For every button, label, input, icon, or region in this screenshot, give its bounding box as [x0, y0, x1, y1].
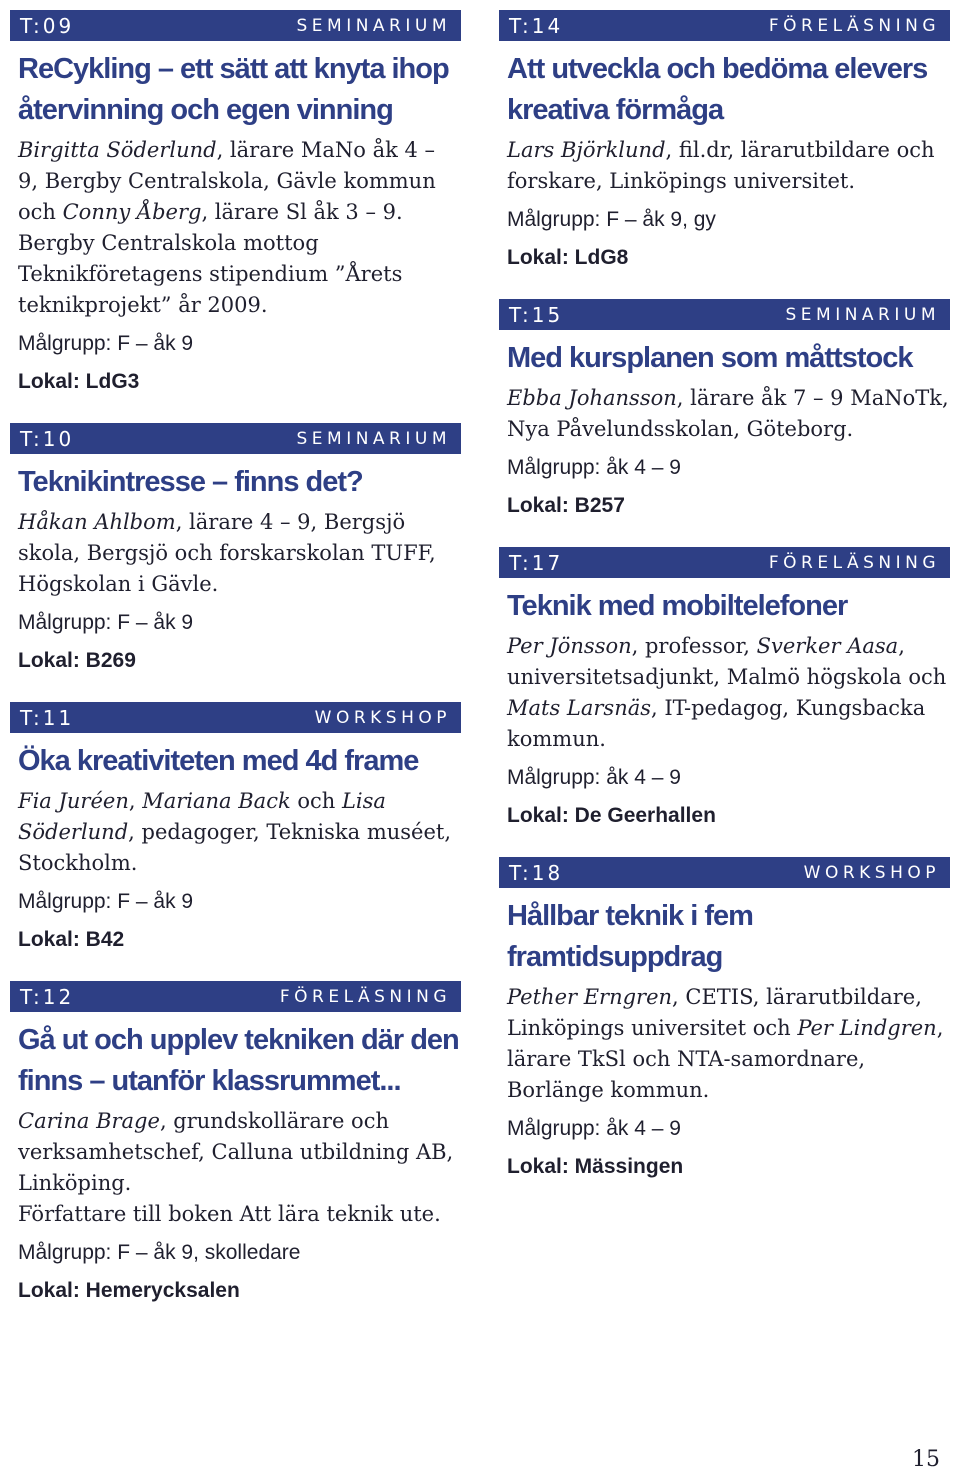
session-title: Att utveckla och bedöma elevers kreativa förmåga: [507, 53, 928, 126]
speaker-info: , lärare TkSl och NTA-samordnare, Borlänge kommun.: [507, 1016, 944, 1102]
session-title: Öka kreativiteten med 4d frame: [18, 745, 419, 777]
speaker-name: Mats Larsnäs: [507, 696, 652, 720]
speaker-info: , lärare åk 7 – 9 MaNoTk, Nya Påvelundsskolan, Göteborg.: [507, 386, 949, 441]
speaker-info: , CETIS, lärarutbildare, Linköpings universitet och: [507, 985, 922, 1040]
speaker-name: Håkan Ahlbom: [18, 510, 176, 534]
session-speakers: [18, 1106, 461, 1230]
speaker-name: Per Jönsson: [507, 634, 632, 658]
session-speakers: [507, 135, 950, 197]
session-title: Med kursplanen som måttstock: [507, 342, 913, 374]
target-group: Målgrupp: åk 4 – 9: [507, 766, 681, 789]
session-type: SEMINARIUM: [785, 304, 940, 325]
session-code: T:09: [20, 13, 75, 38]
session-type: FÖRELÄSNING: [768, 552, 940, 573]
speaker-name: Pether Erngren: [507, 985, 673, 1009]
session-header: [499, 857, 950, 888]
session-type: FÖRELÄSNING: [279, 986, 451, 1007]
speaker-name: Mariana Back: [142, 789, 291, 813]
target-group: Målgrupp: åk 4 – 9: [507, 1117, 681, 1140]
room: Lokal: LdG8: [507, 246, 629, 269]
target-group: Målgrupp: F – åk 9, gy: [507, 208, 716, 231]
speaker-name: Ebba Johansson: [507, 386, 677, 410]
speaker-info: , pedagoger, Tekniska muséet, Stockholm.: [18, 820, 452, 875]
room: Lokal: B42: [18, 928, 125, 951]
speaker-info: , fil.dr, lärarutbildare och forskare, Linköpings universitet.: [507, 138, 935, 193]
session-type: WORKSHOP: [314, 707, 451, 728]
speaker-name: Fia Juréen: [18, 789, 129, 813]
session-header: [499, 547, 950, 578]
session-t18: [499, 857, 950, 1184]
speaker-info: , lärare MaNo åk 4 – 9, Bergby Centralskola, Gävle kommun och: [18, 138, 436, 224]
right-column: [499, 10, 950, 1208]
speaker-name: Conny Åberg: [62, 200, 202, 224]
session-speakers: [18, 786, 461, 879]
session-title: Gå ut och upplev tekniken där den finns – utanför klassrummet...: [18, 1024, 459, 1097]
session-type: WORKSHOP: [803, 862, 940, 883]
speaker-info: , lärare Sl åk 3 – 9. Bergby Centralskola mottog Teknikföretagens stipendium ”Årets teknikprojekt” år 2009.: [18, 200, 403, 317]
speaker-name: Lisa Söderlund: [18, 789, 386, 844]
speaker-info: , grundskollärare och verksamhetschef, Calluna utbildning AB, Linköping.: [18, 1109, 454, 1195]
session-code: T:15: [509, 302, 564, 327]
session-speakers: [18, 507, 461, 600]
session-t17: [499, 547, 950, 833]
session-t11: [10, 702, 461, 957]
room: Lokal: B257: [507, 494, 625, 517]
session-code: T:11: [20, 705, 75, 730]
speaker-info: , universitetsadjunkt, Malmö högskola och: [507, 634, 947, 689]
left-column: [10, 10, 461, 1332]
speaker-info: , IT-pedagog, Kungsbacka kommun.: [507, 696, 926, 751]
session-t10: [10, 423, 461, 678]
session-header: [499, 299, 950, 330]
target-group: Målgrupp: åk 4 – 9: [507, 456, 681, 479]
speaker-name: Birgitta Söderlund: [18, 138, 217, 162]
session-title: Teknik med mobiltelefoner: [507, 590, 848, 622]
page-number: 15: [912, 1447, 940, 1472]
session-title: Hållbar teknik i fem framtidsuppdrag: [507, 900, 753, 973]
session-code: T:12: [20, 984, 75, 1009]
session-code: T:18: [509, 860, 564, 885]
speaker-info: , lärare 4 – 9, Bergsjö skola, Bergsjö och forskarskolan TUFF, Högskolan i Gävle.: [18, 510, 436, 596]
room: Lokal: B269: [18, 649, 136, 672]
session-header: [10, 423, 461, 454]
author-note: Författare till boken Att lära teknik ute.: [18, 1202, 441, 1226]
target-group: Målgrupp: F – åk 9: [18, 890, 194, 913]
speaker-name: Lars Björklund: [507, 138, 666, 162]
target-group: Målgrupp: F – åk 9: [18, 332, 194, 355]
session-t09: [10, 10, 461, 399]
session-speakers: [507, 982, 950, 1106]
session-type: SEMINARIUM: [296, 15, 451, 36]
session-speakers: [507, 383, 950, 445]
session-code: T:14: [509, 13, 564, 38]
session-t12: [10, 981, 461, 1308]
speaker-name: Carina Brage: [18, 1109, 160, 1133]
session-code: T:10: [20, 426, 75, 451]
speaker-info: , professor,: [631, 634, 757, 658]
session-t14: [499, 10, 950, 275]
room: Lokal: De Geerhallen: [507, 804, 716, 827]
session-header: [499, 10, 950, 41]
speaker-info: ,: [128, 789, 143, 813]
speaker-name: Sverker Aasa: [756, 634, 899, 658]
session-speakers: [18, 135, 461, 321]
speaker-name: Per Lindgren: [797, 1016, 937, 1040]
room: Lokal: LdG3: [18, 370, 140, 393]
session-code: T:17: [509, 550, 564, 575]
session-t15: [499, 299, 950, 523]
room: Lokal: Mässingen: [507, 1155, 684, 1178]
session-header: [10, 10, 461, 41]
session-type: SEMINARIUM: [296, 428, 451, 449]
session-title: ReCykling – ett sätt att knyta ihop återvinning och egen vinning: [18, 53, 449, 126]
session-title: Teknikintresse – finns det?: [18, 466, 363, 498]
session-header: [10, 702, 461, 733]
target-group: Målgrupp: F – åk 9, skolledare: [18, 1241, 301, 1264]
target-group: Målgrupp: F – åk 9: [18, 611, 194, 634]
room: Lokal: Hemerycksalen: [18, 1279, 240, 1302]
session-header: [10, 981, 461, 1012]
session-speakers: [507, 631, 950, 755]
speaker-info: och: [290, 789, 342, 813]
session-type: FÖRELÄSNING: [768, 15, 940, 36]
